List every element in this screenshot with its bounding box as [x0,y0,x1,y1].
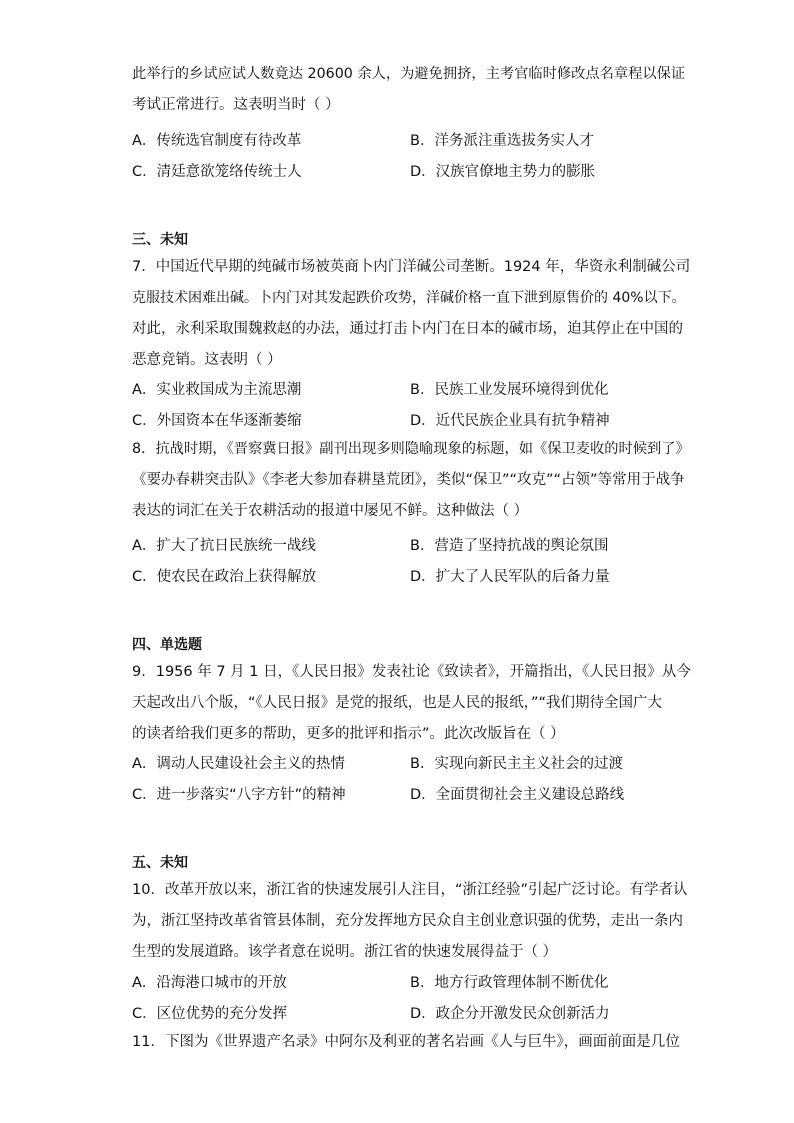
question-7-option-d: D．近代民族企业具有抗争精神 [410,413,610,429]
stem-line: 对此，永利采取围魏救赵的办法，通过打击卜内门在日本的碱市场，迫其停止在中国的 [132,321,683,337]
question-10-stem [132,875,688,968]
question-9-option-a: A．调动人民建设社会主义的热情 [132,756,345,772]
question-6-option-b: B．洋务派注重选拔务实人才 [410,133,594,149]
question-8-stem [132,434,690,527]
section-heading: 四、单选题 [132,637,202,653]
question-10-option-b: B．地方行政管理体制不断优化 [410,975,609,991]
question-10-option-d: D．政企分开激发民众创新活力 [410,1006,610,1022]
question-6-option-a: A．传统选官制度有待改革 [132,133,302,149]
stem-line: 9．1956 年 7 月 1 日，《人民日报》发表社论《致读者》，开篇指出，《人民日报》从今 [132,664,691,680]
question-7-option-a: A．实业救国成为主流思潮 [132,382,302,398]
question-8-option-c: C．使农民在政治上获得解放 [132,569,317,585]
stem-line: 的读者给我们更多的帮助，更多的批评和指示”。此次改版旨在（ ） [132,726,565,742]
question-7-option-c: C．外国资本在华逐渐萎缩 [132,413,302,429]
question-10-option-a: A．沿海港口城市的开放 [132,975,287,991]
stem-line: 天起改出八个版，“《人民日报》是党的报纸，也是人民的报纸，”“我们期待全国广大 [132,695,663,711]
question-6-option-d: D．汉族官僚地主势力的膨胀 [410,164,596,180]
stem-line: 《要办春耕突击队》《李老大参加春耕垦荒团》，类似“保卫”“攻克”“占领”等常用于战争 [132,472,685,488]
section-heading: 五、未知 [132,855,188,871]
question-8-option-a: A．扩大了抗日民族统一战线 [132,538,316,554]
question-9-option-c: C．进一步落实“八字方针”的精神 [132,787,346,803]
question-10-option-c: C．区位优势的充分发挥 [132,1006,288,1022]
question-9-option-d: D．全面贯彻社会主义建设总路线 [410,787,625,803]
stem-line: 此举行的乡试应试人数竟达 20600 余人，为避免拥挤，主考官临时修改点名章程以保证 [132,66,686,82]
question-9-stem [132,657,691,750]
stem-line: 生型的发展道路。该学者意在说明。浙江省的快速发展得益于（ ） [132,944,558,960]
question-7-option-b: B．民族工业发展环境得到优化 [410,382,609,398]
question-11-stem [132,1027,680,1058]
stem-line: 11．下图为《世界遗产名录》中阿尔及利亚的著名岩画《人与巨牛》，画面前面是几位 [132,1034,680,1050]
question-9-option-b: B．实现向新民主主义社会的过渡 [410,756,623,772]
stem-line: 克服技术困难出碱。卜内门对其发起跌价攻势，洋碱价格一直下泄到原售价的 40%以下。 [132,290,686,306]
question-7-stem [132,252,691,376]
section-heading: 三、未知 [132,232,188,248]
stem-line: 7．中国近代早期的纯碱市场被英商卜内门洋碱公司垄断。1924 年，华资永利制碱公司 [132,259,691,275]
question-6-stem [132,59,686,121]
question-6-option-c: C．清廷意欲笼络传统士人 [132,164,302,180]
stem-line: 表达的词汇在关于农耕活动的报道中屡见不鲜。这种做法（ ） [132,503,529,519]
stem-line: 恶意竞销。这表明（ ） [132,352,282,368]
question-8-option-d: D．扩大了人民军队的后备力量 [410,569,610,585]
stem-line: 8．抗战时期，《晋察冀日报》副刊出现多则隐喻现象的标题，如《保卫麦收的时候到了》 [132,441,690,457]
stem-line: 考试正常进行。这表明当时（ ） [132,97,340,113]
stem-line: 为，浙江坚持改革省管县体制，充分发挥地方民众自主创业意识强的优势，走出一条内 [132,913,683,929]
stem-line: 10．改革开放以来，浙江省的快速发展引人注目，“浙江经验”引起广泛讨论。有学者认 [132,882,688,898]
question-8-option-b: B．营造了坚持抗战的舆论氛围 [410,538,609,554]
